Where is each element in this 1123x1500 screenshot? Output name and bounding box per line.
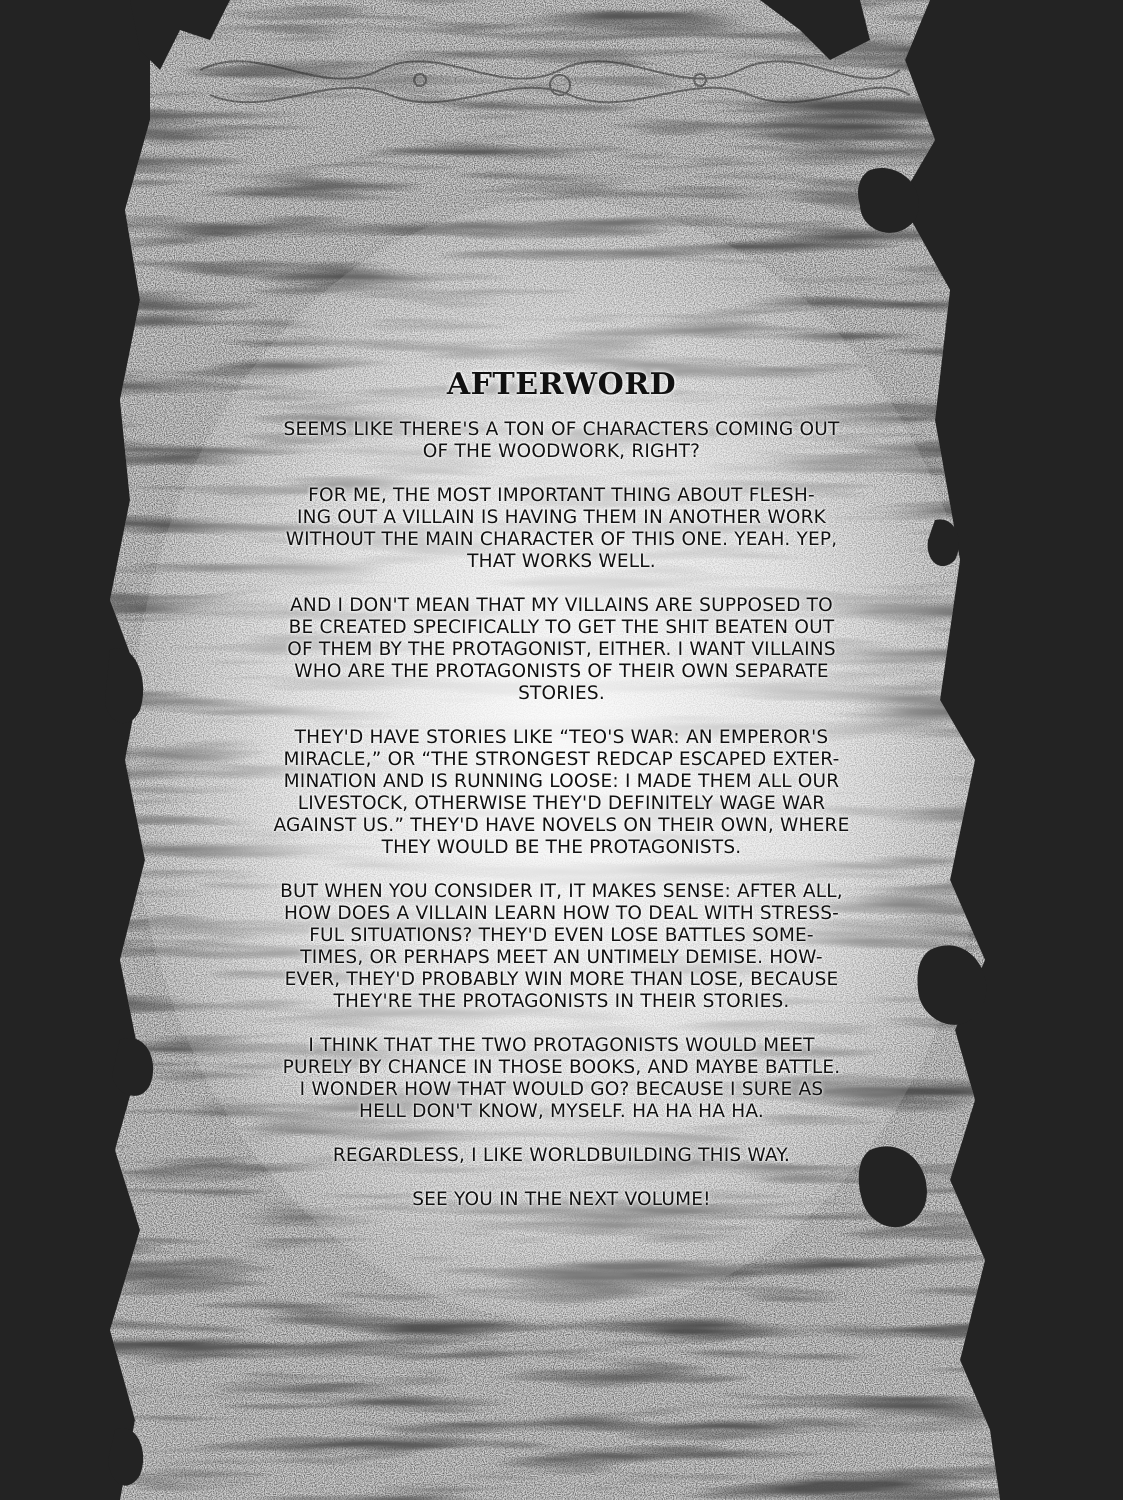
paragraph-4: THEY'D HAVE STORIES LIKE “TEO'S WAR: AN EMPEROR'S MIRACLE,” OR “THE STRONGEST REDCAP ESCAPED EXTER- MINATION AND IS RUNNING LOOSE: I MADE THEM ALL OUR LIVESTOCK, OTHERWISE THEY'D DEFINITELY WAGE WAR AGAINST US.” THEY'D HAVE NOVELS ON THEIR OWN, WHERE THEY WOULD BE THE PROTAGONISTS. — [273, 727, 850, 858]
paragraph-6: I THINK THAT THE TWO PROTAGONISTS WOULD MEET PURELY BY CHANCE IN THOSE BOOKS, AND MAYBE BATTLE. I WONDER HOW THAT WOULD GO? BECAUSE I SURE AS HELL DON'T KNOW, MYSELF. HA HA HA HA. — [282, 1035, 841, 1122]
paragraph-8: SEE YOU IN THE NEXT VOLUME! — [412, 1189, 711, 1210]
page-title: AFTERWORD — [446, 367, 677, 402]
paragraph-1: SEEMS LIKE THERE'S A TON OF CHARACTERS COMING OUT OF THE WOODWORK, RIGHT? — [283, 419, 840, 462]
paragraph-5: BUT WHEN YOU CONSIDER IT, IT MAKES SENSE: AFTER ALL, HOW DOES A VILLAIN LEARN HOW TO DEAL WITH STRESS- FUL SITUATIONS? THEY'D EVEN LOSE BATTLES SOME- TIMES, OR PERHAPS MEET AN UNTIMELY DEMISE. HOW- EVER, THEY'D PROBABLY WIN MORE THAN LOSE, BECAUSE THEY'RE THE PROTAGONISTS IN THEIR STORIES. — [280, 881, 843, 1012]
afterword-content — [200, 365, 923, 1233]
paragraph-2: FOR ME, THE MOST IMPORTANT THING ABOUT FLESH- ING OUT A VILLAIN IS HAVING THEM IN ANOTHER WORK WITHOUT THE MAIN CHARACTER OF THIS ONE. YEAH. YEP, THAT WORKS WELL. — [285, 485, 838, 572]
paragraph-3: AND I DON'T MEAN THAT MY VILLAINS ARE SUPPOSED TO BE CREATED SPECIFICALLY TO GET THE SHIT BEATEN OUT OF THEM BY THE PROTAGONIST, EITHER. I WANT VILLAINS WHO ARE THE PROTAGONISTS OF THEIR OWN SEPARATE STORIES. — [287, 595, 836, 704]
paragraph-7: REGARDLESS, I LIKE WORLDBUILDING THIS WAY. — [332, 1145, 791, 1166]
